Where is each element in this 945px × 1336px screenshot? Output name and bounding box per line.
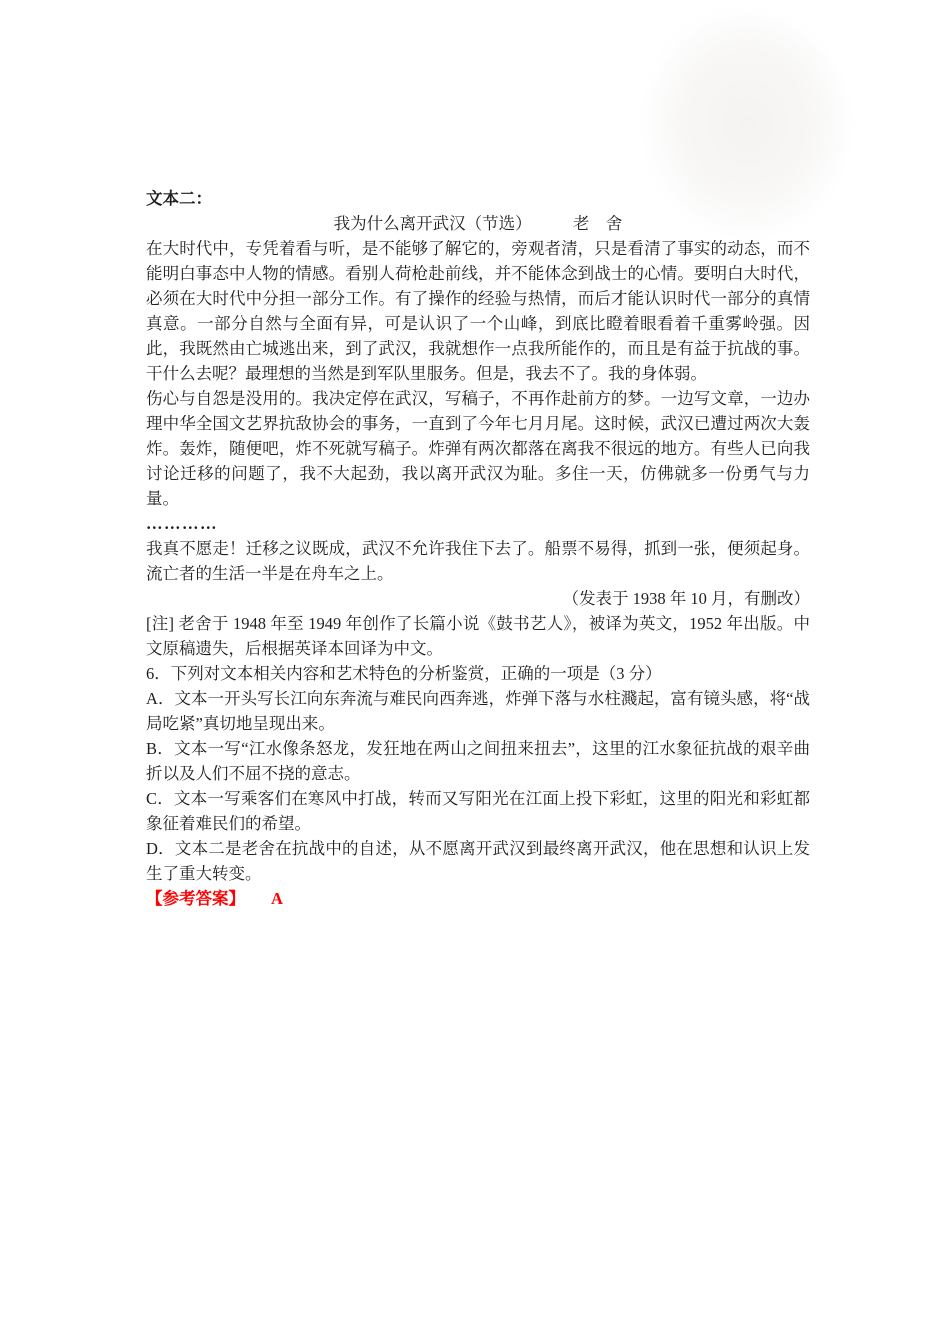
ellipsis-line: ………… (146, 514, 218, 533)
document-content (146, 186, 810, 911)
passage-paragraph-2: 伤心与自怨是没用的。我决定停在武汉，写稿子，不再作赴前方的梦。一边写文章，一边办理中华全国文艺界抗敌协会的事务，一直到了今年七月月尾。这时候，武汉已遭过两次大轰炸。轰炸，随便吧，炸不死就写稿子。炸弹有两次都落在离我不很远的地方。有些人已向我讨论迁移的问题了，我不大起劲，我以离开武汉为耻。多住一天，仿佛就多一份勇气与力量。 (146, 389, 810, 508)
question-stem: 6．下列对文本相关内容和艺术特色的分析鉴赏，正确的一项是（3 分） (146, 664, 662, 683)
section-label: 文本二： (146, 189, 212, 208)
answer-line (146, 886, 810, 911)
question-option-a: A．文本一开头写长江向东奔流与难民向西奔逃，炸弹下落与水柱濺起，富有镜头感，将“战局吃紧”真切地呈现出来。 (146, 689, 810, 733)
passage-paragraph-1: 在大时代中，专凭着看与听，是不能够了解它的，旁观者清，只是看清了事实的动态，而不能明白事态中人物的情感。看别人荷枪赴前线，并不能体念到战士的心情。要明白大时代，必须在大时代中分担一部分工作。有了操作的经验与热情，而后才能认识时代一部分的真情真意。一部分自然与全面有异，可是认识了一个山峰，到底比瞪着眼看着千重雾岭强。因此，我既然由亡城逃出来，到了武汉，我就想作一点我所能作的，而且是有益于抗战的事。干什么去呢？最理想的当然是到军队里服务。但是，我去不了。我的身体弱。 (146, 239, 810, 383)
passage-title: 我为什么离开武汉（节选） 老 舍 (333, 214, 623, 233)
passage-paragraph-3: 我真不愿走！迁移之议既成，武汉不允许我住下去了。船票不易得，抓到一张，便须起身。流亡者的生活一半是在舟车之上。 (146, 539, 810, 583)
question-option-c: C．文本一写乘客们在寒风中打战，转而又写阳光在江面上投下彩虹，这里的阳光和彩虹都象征着难民们的希望。 (146, 789, 810, 833)
answer-value: A (271, 889, 283, 908)
question-option-b: B．文本一写“江水像条怒龙，发狂地在两山之间扭来扭去”，这里的江水象征抗战的艰辛曲折以及人们不屈不挠的意志。 (146, 739, 810, 783)
answer-label: 【参考答案】 (146, 889, 245, 908)
attribution-line: （发表于 1938 年 10 月，有删改） (562, 589, 810, 608)
question-option-d: D．文本二是老舍在抗战中的自述，从不愿离开武汉到最终离开武汉，他在思想和认识上发生了重大转变。 (146, 839, 810, 883)
note-line: [注] 老舍于 1948 年至 1949 年创作了长篇小说《鼓书艺人》，被译为英文，1952 年出版。中文原稿遗失，后根据英译本回译为中文。 (146, 614, 810, 658)
